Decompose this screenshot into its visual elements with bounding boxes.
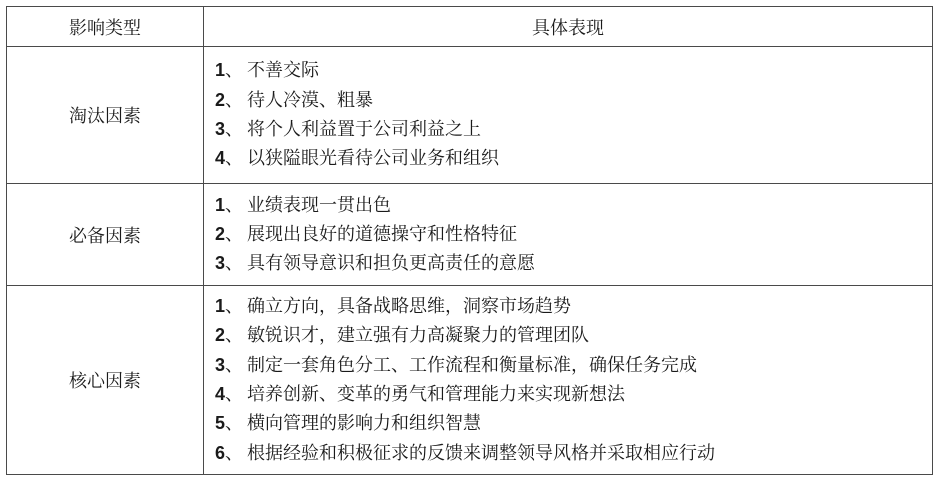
table-row [7,184,933,286]
item-text: 确立方向，具备战略思维，洞察市场趋势 [247,296,572,318]
item-separator: 、 [225,60,244,82]
item-separator: 、 [225,413,244,435]
item-text: 培养创新、变革的勇气和管理能力来实现新想法 [247,384,626,405]
item-text: 具有领导意识和担负更高责任的意愿 [247,253,536,275]
item-number: 2 [215,223,226,244]
item-number: 5 [215,413,226,434]
item-text: 根据经验和积极征求的反馈来调整领导风格并采取相应行动 [247,442,716,464]
item-number: 1 [215,194,226,215]
type-cell: 核心因素 [7,286,204,475]
item-number: 1 [215,296,226,317]
table-header-row [7,7,933,47]
header-detail: 具体表现 [204,7,933,47]
type-cell: 淘汰因素 [7,47,204,184]
list-item [215,144,932,173]
item-text: 制定一套角色分工、工作流程和衡量标准，确保任务完成 [247,354,698,376]
item-number: 2 [215,325,226,346]
list-item [215,56,932,85]
item-number: 6 [215,442,226,463]
list-item [215,409,932,438]
list-item [215,249,932,278]
item-number: 4 [215,148,226,169]
item-separator: 、 [225,325,244,347]
item-number: 4 [215,384,226,404]
detail-cell [204,286,933,475]
item-separator: 、 [225,148,244,170]
table-row [7,286,933,475]
list-item [215,321,932,350]
item-text: 展现出良好的道德操守和性格特征 [247,223,518,245]
item-number: 3 [215,354,226,375]
influence-table [6,6,933,475]
item-number: 2 [215,89,226,110]
item-text: 业绩表现一贯出色 [247,194,392,216]
item-text: 将个人利益置于公司利益之上 [247,119,482,140]
list-item [215,439,932,468]
item-separator: 、 [225,119,244,140]
item-text: 待人冷漠、粗暴 [247,89,374,111]
item-text: 横向管理的影响力和组织智慧 [247,413,482,435]
item-separator: 、 [225,354,244,376]
list-item [215,191,932,220]
item-separator: 、 [225,253,244,275]
table-row [7,47,933,184]
detail-cell [204,184,933,286]
type-cell: 必备因素 [7,184,204,286]
item-number: 3 [215,119,226,139]
list-item [215,380,932,409]
item-separator: 、 [225,194,244,216]
header-type: 影响类型 [7,7,204,47]
detail-cell [204,47,933,184]
item-number: 1 [215,60,226,81]
item-separator: 、 [225,384,244,405]
item-separator: 、 [225,89,244,111]
list-item [215,292,932,321]
item-number: 3 [215,253,226,274]
item-text: 敏锐识才，建立强有力高凝聚力的管理团队 [247,325,590,347]
list-item [215,86,932,115]
item-separator: 、 [225,442,244,464]
list-item [215,351,932,380]
list-item [215,115,932,144]
item-separator: 、 [225,223,244,245]
item-text: 以狭隘眼光看待公司业务和组织 [247,148,500,170]
item-text: 不善交际 [247,60,320,82]
list-item [215,220,932,249]
item-separator: 、 [225,296,244,318]
